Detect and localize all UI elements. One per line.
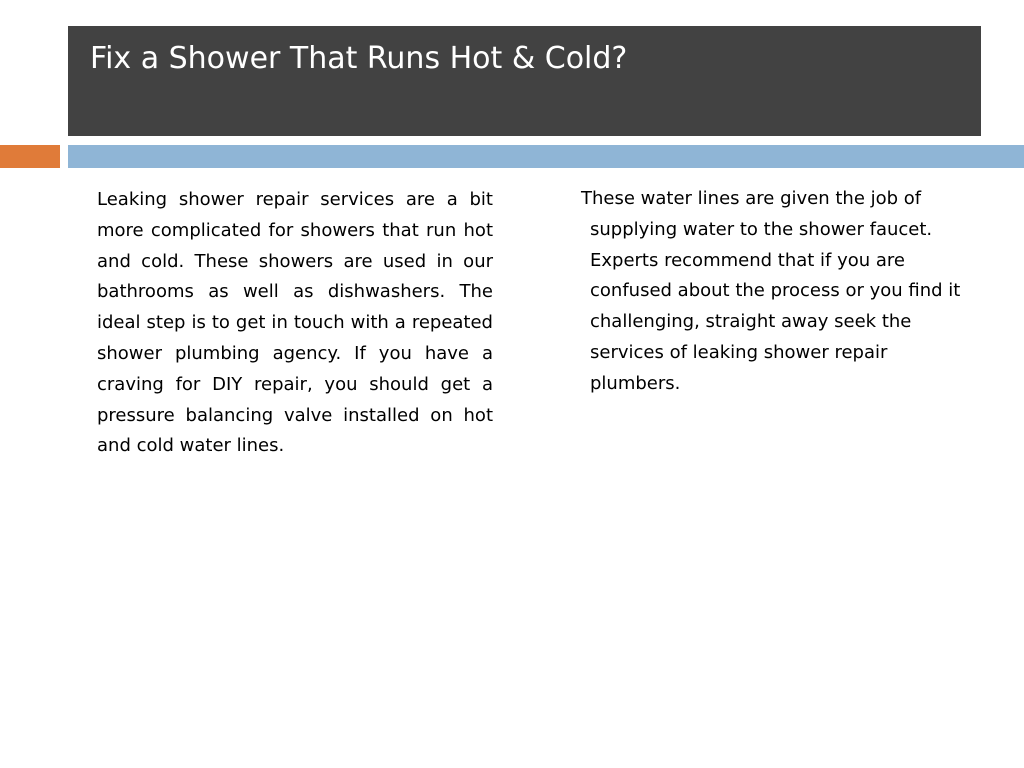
right-column-text: These water lines are given the job of supplying water to the shower faucet. Experts recommend that if you are confused about the process or you find it challenging, straight away seek the services of leaking shower repair plumbers. bbox=[581, 188, 961, 394]
slide-title: Fix a Shower That Runs Hot & Cold? bbox=[90, 41, 628, 76]
accent-bar-orange bbox=[0, 145, 60, 168]
left-column-text: Leaking shower repair services are a bit more complicated for showers that run hot and cold. These showers are used in our bathrooms as well as dishwashers. The ideal step is to get in touch with a repeated shower plumbing agency. If you have a craving for DIY repair, you should get a pressure balancing valve installed on hot and cold water lines. bbox=[97, 189, 493, 457]
accent-bar-blue bbox=[68, 145, 1024, 168]
title-banner bbox=[68, 26, 981, 136]
